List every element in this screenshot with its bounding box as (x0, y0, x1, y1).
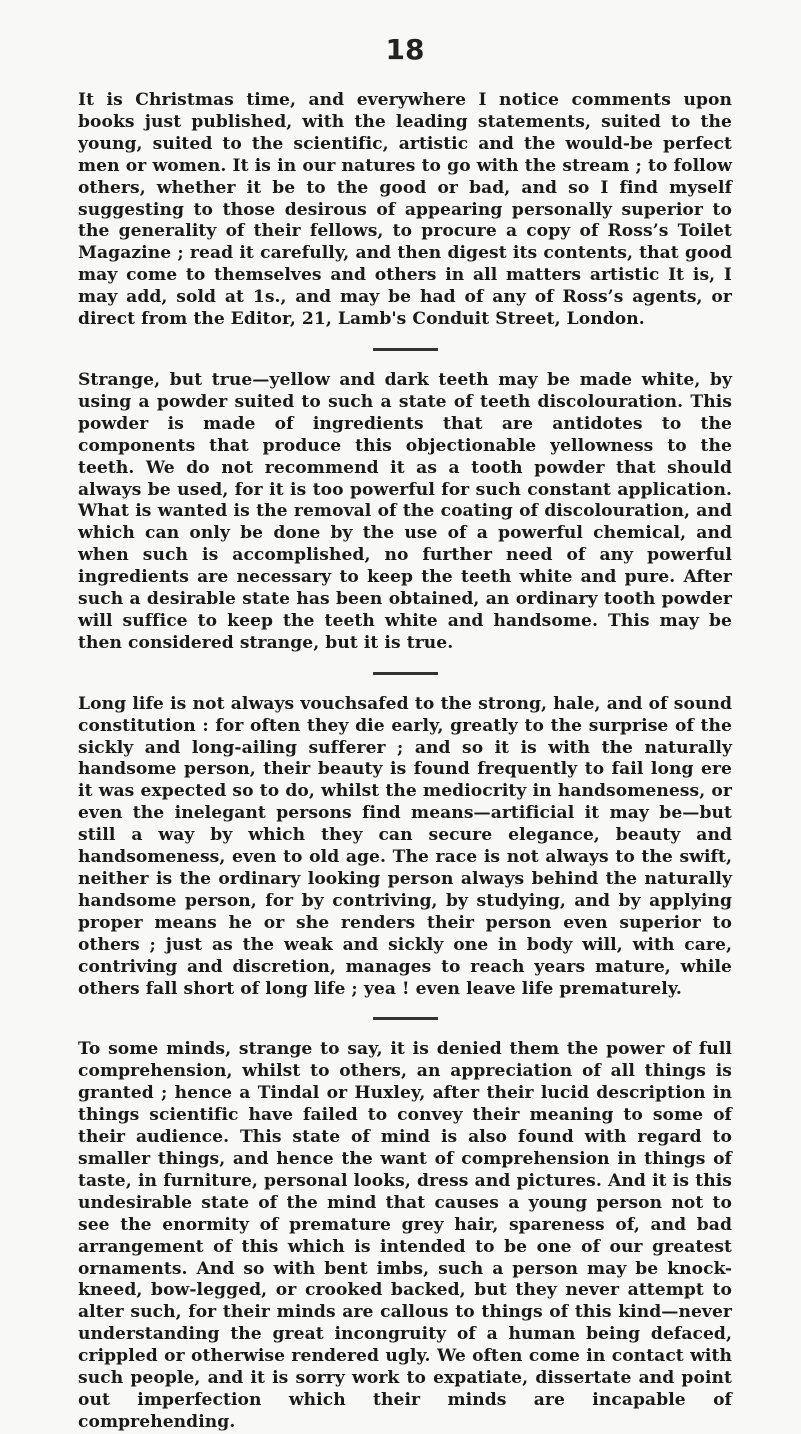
section-divider (373, 672, 438, 675)
page-body (78, 32, 732, 1434)
paragraph-comprehension: To some minds, strange to say, it is denied them the power of full comprehension, whilst to others, an appreciation of all things is granted ; hence a Tindal or Huxley, after their lucid description in things scientific have failed to convey their meaning to some of their audience. This state of mind is also found with regard to smaller things, and hence the want of comprehension in things of taste, in furniture, personal looks, dress and pictures. And it is this undesirable state of the mind that causes a young person not to see the enormity of premature grey hair, spareness of, and bad arrangement of this which is intended to be one of our greatest ornaments. And so with bent imbs, such a person may be knock-kneed, bow-legged, or crooked backed, but they never attempt to alter such, for their minds are callous to things of this kind—never understanding the great incongruity of a human being defaced, crippled or otherwise rendered ugly. We often come in contact with such people, and it is sorry work to expatiate, dissertate and point out imperfection which their minds are incapable of comprehending. (78, 1039, 732, 1432)
page-number: 18 (385, 33, 425, 66)
section-divider (373, 1017, 438, 1020)
paragraph-teeth: Strange, but true—yellow and dark teeth may be made white, by using a powder suited to such a state of teeth discolouration. This powder is made of ingredients that are antidotes to the components that produce this objectionable yellowness to the teeth. We do not recommend it as a tooth powder that should always be used, for it is too powerful for such constant application. What is wanted is the removal of the coating of discolouration, and which can only be done by the use of a powerful chemical, and when such is accomplished, no further need of any powerful ingredients are necessary to keep the teeth white and pure. After such a desirable state has been obtained, an ordinary tooth powder will suffice to keep the teeth white and handsome. This may be then considered strange, but it is true. (78, 369, 732, 653)
paragraph-long-life: Long life is not always vouchsafed to the strong, hale, and of sound constitution : for often they die early, greatly to the surprise of the sickly and long-ailing sufferer ; and so it is with the naturally handsome person, their beauty is found frequently to fail long ere it was expected so to do, whilst the mediocrity in handsomeness, or even the inelegant persons find means—artificial it may be—but still a way by which they can secure elegance, beauty and handsomeness, even to old age. The race is not always to the swift, neither is the ordinary looking person always behind the naturally handsome person, for by contriving, by studying, and by applying proper means he or she renders their person even superior to others ; just as the weak and sickly one in body will, with care, contriving and discretion, manages to reach years mature, while others fall short of long life ; yea ! even leave life prematurely. (78, 693, 732, 999)
section-divider (373, 348, 438, 351)
paragraph-christmas: It is Christmas time, and everywhere I notice comments upon books just published, with the leading statements, suited to the young, suited to the scientific, artistic and the would-be perfect men or women. It is in our natures to go with the stream ; to follow others, whether it be to the good or bad, and so I find myself suggesting to those desirous of appearing personally superior to the generality of their fellows, to procure a copy of Ross’s Toilet Magazine ; read it carefully, and then digest its contents, that good may come to themselves and others in all matters artistic It is, I may add, sold at 1s., and may be had of any of Ross’s agents, or direct from the Editor, 21, Lamb's Conduit Street, London. (78, 90, 732, 330)
